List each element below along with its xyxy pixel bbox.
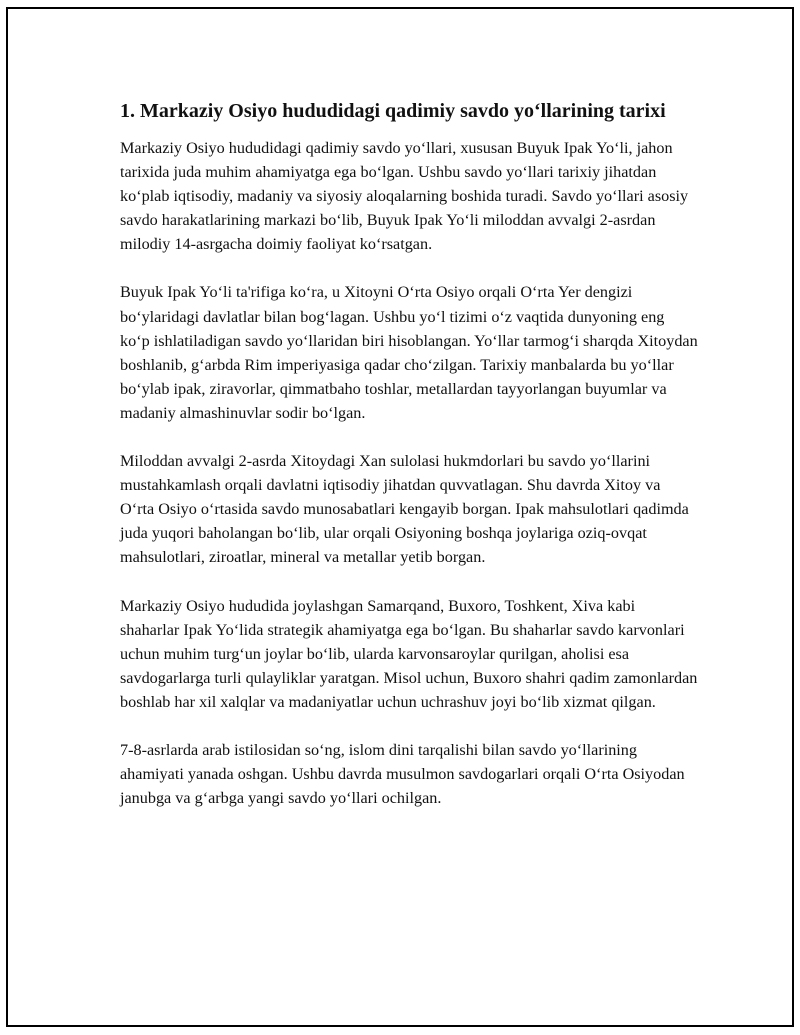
page-frame — [6, 7, 794, 1027]
document-body — [120, 97, 698, 834]
paragraph-3: Miloddan avvalgi 2-asrda Xitoydagi Xan sulolasi hukmdorlari bu savdo yo‘llarini mustahkamlash orqali davlatni iqtisodiy jihatdan quvvatlagan. Shu davrda Xitoy va O‘rta Osiyo o‘rtasida savdo munosabatlari kengayib borgan. Ipak mahsulotlari qadimda juda yuqori baholangan bo‘lib, ular orqali Osiyoning boshqa joylariga oziq-ovqat mahsulotlari, ziroatlar, mineral va metallar yetib borgan. — [120, 452, 689, 567]
paragraph-4: Markaziy Osiyo hududida joylashgan Samarqand, Buxoro, Toshkent, Xiva kabi shaharlar Ipak Yo‘lida strategik ahamiyatga ega bo‘lgan. Bu shaharlar savdo karvonlari uchun muhim turg‘un joylar bo‘lib, ularda karvonsaroylar qurilgan, aholisi esa savdogarlarga turli qulayliklar yaratgan. Misol uchun, Buxoro shahri qadim zamonlardan boshlab har xil xalqlar va madaniyatlar uchun uchrashuv joyi bo‘lib xizmat qilgan. — [120, 596, 698, 711]
paragraph-2: Buyuk Ipak Yo‘li ta'rifiga ko‘ra, u Xitoyni O‘rta Osiyo orqali O‘rta Yer dengizi bo‘ylaridagi davlatlar bilan bog‘lagan. Ushbu yo‘l tizimi o‘z vaqtida dunyoning eng ko‘p ishlatiladigan savdo yo‘llaridan biri hisoblangan. Yo‘llar tarmog‘i sharqda Xitoydan boshlanib, g‘arbda Rim imperiyasiga qadar cho‘zilgan. Tarixiy manbalarda bu yo‘llar bo‘ylab ipak, ziravorlar, qimmatbaho toshlar, metallardan tayyorlangan buyumlar va madaniy almashinuvlar sodir bo‘lgan. — [120, 283, 698, 422]
section-heading: 1. Markaziy Osiyo hududidagi qadimiy savdo yo‘llarining tarixi — [120, 100, 666, 122]
paragraph-1: Markaziy Osiyo hududidagi qadimiy savdo yo‘llari, xususan Buyuk Ipak Yo‘li, jahon tarixida juda muhim ahamiyatga ega bo‘lgan. Ushbu savdo yo‘llari tarixiy jihatdan ko‘plab iqtisodiy, madaniy va siyosiy aloqalarning boshida turadi. Savdo yo‘llari asosiy savdo harakatlarining markazi bo‘lib, Buyuk Ipak Yo‘li miloddan avvalgi 2-asrdan milodiy 14-asrgacha doimiy faoliyat ko‘rsatgan. — [120, 139, 689, 254]
paragraph-5: 7-8-asrlarda arab istilosidan so‘ng, islom dini tarqalishi bilan savdo yo‘llarining ahamiyati yanada oshgan. Ushbu davrda musulmon savdogarlari orqali O‘rta Osiyodan janubga va g‘arbga yangi savdo yo‘llari ochilgan. — [120, 740, 685, 808]
